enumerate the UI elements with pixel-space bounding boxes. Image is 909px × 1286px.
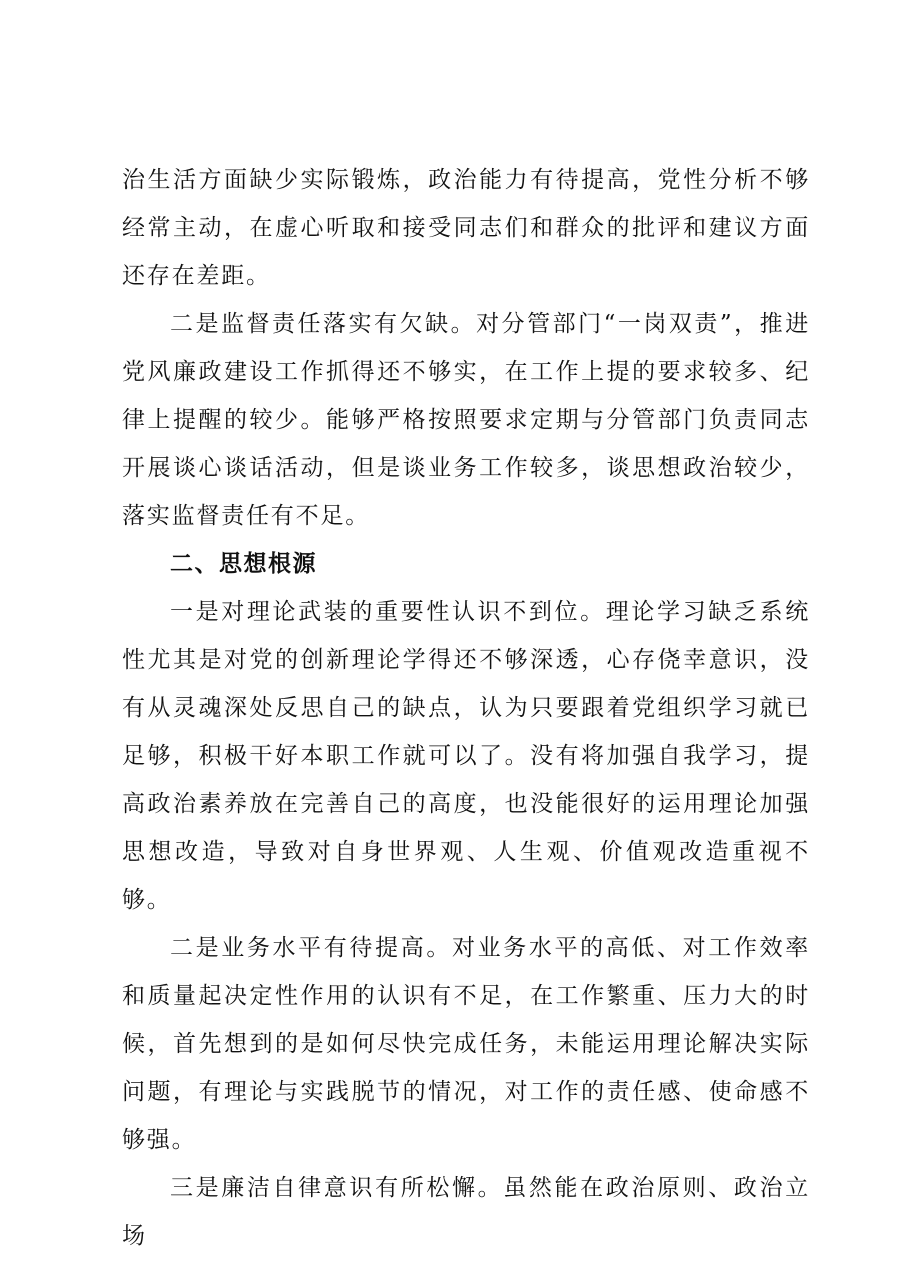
paragraph-integrity: 三是廉洁自律意识有所松懈。虽然能在政治原则、政治立场 xyxy=(122,1175,810,1249)
document-body xyxy=(122,156,810,1260)
paragraph-supervision: 二是监督责任落实有欠缺。对分管部门“一岗双责”，推进党风廉政建设工作抓得还不够实，在工作上提的要求较多、纪律上提醒的较少。能够严格按照要求定期与分管部门负责同志开展谈心谈话活动，但是谈业务工作较多，谈思想政治较少，落实监督责任有不足。 xyxy=(122,311,810,529)
section-heading: 二、思想根源 xyxy=(170,551,317,577)
paragraph-business: 二是业务水平有待提高。对业务水平的高低、对工作效率和质量起决定性作用的认识有不足，在工作繁重、压力大的时候，首先想到的是如何尽快完成任务，未能运用理论解决实际问题，有理论与实践脱节的情况，对工作的责任感、使命感不够强。 xyxy=(122,935,810,1153)
paragraph-continuation: 治生活方面缺少实际锻炼，政治能力有待提高，党性分析不够经常主动，在虚心听取和接受同志们和群众的批评和建议方面还存在差距。 xyxy=(122,167,810,289)
paragraph-theory: 一是对理论武装的重要性认识不到位。理论学习缺乏系统性尤其是对党的创新理论学得还不够深透，心存侥幸意识，没有从灵魂深处反思自己的缺点，认为只要跟着党组织学习就已足够，积极干好本职工作就可以了。没有将加强自我学习，提高政治素养放在完善自己的高度，也没能很好的运用理论加强思想改造，导致对自身世界观、人生观、价值观改造重视不够。 xyxy=(122,599,810,913)
